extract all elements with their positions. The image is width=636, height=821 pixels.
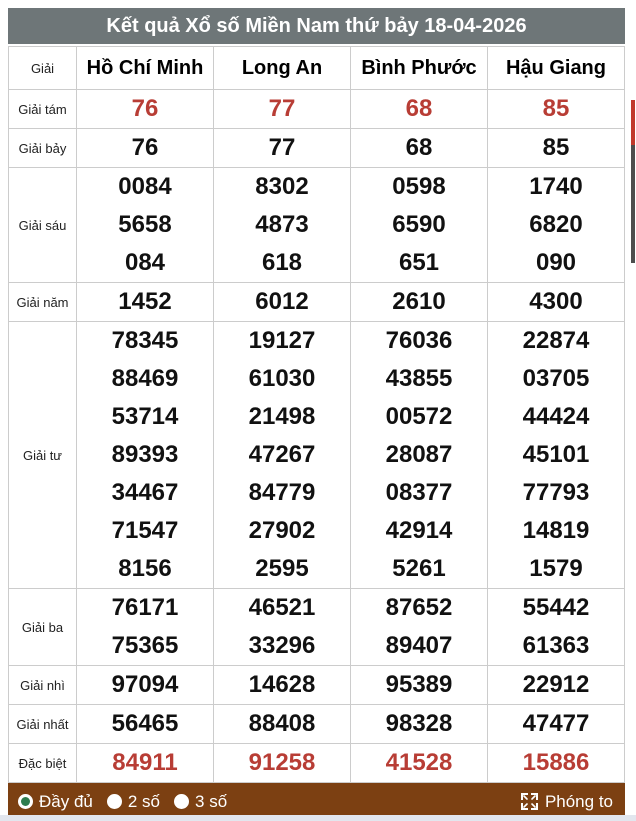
result-number: 77 <box>268 134 296 161</box>
result-cell <box>77 666 214 705</box>
view-option-label: 2 số <box>127 791 161 811</box>
result-number: 6590 <box>392 211 446 238</box>
result-cell <box>488 168 625 283</box>
column-header-1: Long An <box>214 47 351 90</box>
view-option-label: 3 số <box>195 791 228 811</box>
result-number: 61363 <box>522 632 590 659</box>
prize-row-1 <box>9 129 625 168</box>
corner-label: Giải <box>9 47 77 90</box>
result-cell <box>77 168 214 283</box>
result-number: 77793 <box>522 479 590 506</box>
result-number: 95389 <box>385 671 453 698</box>
prize-row-6 <box>9 666 625 705</box>
result-number: 89407 <box>385 632 453 659</box>
result-cell <box>488 129 625 168</box>
prize-row-label: Giải bảy <box>9 129 77 168</box>
result-cell <box>77 129 214 168</box>
result-cell <box>351 589 488 666</box>
bottom-page-strip <box>0 815 636 821</box>
result-number: 76036 <box>385 327 453 354</box>
column-header-3: Hậu Giang <box>488 47 625 90</box>
prize-row-label: Giải nhì <box>9 666 77 705</box>
result-number: 91258 <box>248 749 316 776</box>
result-number: 84779 <box>248 479 316 506</box>
prize-row-3 <box>9 283 625 322</box>
result-number: 53714 <box>111 403 179 430</box>
prize-row-label: Giải nhất <box>9 705 77 744</box>
result-number: 28087 <box>385 441 453 468</box>
result-number: 21498 <box>248 403 316 430</box>
result-number: 14819 <box>522 517 590 544</box>
result-number: 5261 <box>392 555 446 582</box>
result-cell <box>488 744 625 783</box>
prize-row-label: Đặc biệt <box>9 744 77 783</box>
prize-row-4 <box>9 322 625 589</box>
result-cell <box>351 666 488 705</box>
result-cell <box>214 589 351 666</box>
result-number: 88469 <box>111 365 179 392</box>
result-number: 76171 <box>111 594 179 621</box>
result-number: 78345 <box>111 327 179 354</box>
result-number: 27902 <box>248 517 316 544</box>
result-cell <box>214 129 351 168</box>
table-header-row <box>9 47 625 90</box>
right-edge-red-strip <box>631 100 635 145</box>
result-cell <box>351 90 488 129</box>
result-number: 68 <box>405 95 433 122</box>
results-table <box>8 46 625 783</box>
prize-row-7 <box>9 705 625 744</box>
result-number: 97094 <box>111 671 179 698</box>
result-cell <box>214 283 351 322</box>
result-cell <box>351 129 488 168</box>
result-number: 090 <box>535 249 577 276</box>
radio-icon[interactable] <box>18 794 33 809</box>
prize-row-label: Giải năm <box>9 283 77 322</box>
page-title: Kết quả Xổ số Miền Nam thứ bảy 18-04-2026 <box>8 8 625 44</box>
result-number: 55442 <box>522 594 590 621</box>
result-number: 47477 <box>522 710 590 737</box>
result-cell <box>488 705 625 744</box>
result-number: 4873 <box>255 211 309 238</box>
result-number: 651 <box>398 249 440 276</box>
result-number: 76 <box>131 95 159 122</box>
result-cell <box>77 283 214 322</box>
result-number: 08377 <box>385 479 453 506</box>
result-number: 084 <box>124 249 166 276</box>
result-cell <box>77 744 214 783</box>
result-number: 42914 <box>385 517 453 544</box>
result-number: 33296 <box>248 632 316 659</box>
prize-row-label: Giải tư <box>9 322 77 589</box>
result-number: 0598 <box>392 173 446 200</box>
prize-row-label: Giải sáu <box>9 168 77 283</box>
prize-row-label: Giải tám <box>9 90 77 129</box>
result-cell <box>214 90 351 129</box>
view-option-label: Đầy đủ <box>39 791 93 811</box>
result-cell <box>77 90 214 129</box>
result-number: 00572 <box>385 403 453 430</box>
result-number: 6820 <box>529 211 583 238</box>
result-cell <box>214 322 351 589</box>
result-number: 4300 <box>529 288 583 315</box>
results-table-body <box>9 90 625 783</box>
result-number: 6012 <box>255 288 309 315</box>
column-header-0: Hồ Chí Minh <box>77 47 214 90</box>
prize-row-2 <box>9 168 625 283</box>
result-number: 2610 <box>392 288 446 315</box>
column-header-2: Bình Phước <box>351 47 488 90</box>
result-number: 77 <box>268 95 296 122</box>
result-number: 75365 <box>111 632 179 659</box>
result-number: 47267 <box>248 441 316 468</box>
result-cell <box>214 168 351 283</box>
result-number: 22874 <box>522 327 590 354</box>
result-number: 85 <box>542 95 570 122</box>
view-option-0[interactable] <box>18 792 93 812</box>
result-cell <box>488 666 625 705</box>
result-number: 8156 <box>118 555 172 582</box>
result-number: 44424 <box>522 403 590 430</box>
result-cell <box>351 744 488 783</box>
result-number: 46521 <box>248 594 316 621</box>
zoom-button-label: Phóng to <box>544 791 613 811</box>
result-number: 41528 <box>385 749 453 776</box>
result-cell <box>351 168 488 283</box>
result-cell <box>214 666 351 705</box>
result-number: 89393 <box>111 441 179 468</box>
result-cell <box>77 705 214 744</box>
result-number: 56465 <box>111 710 179 737</box>
result-number: 22912 <box>522 671 590 698</box>
result-number: 618 <box>261 249 303 276</box>
result-number: 61030 <box>248 365 316 392</box>
prize-row-8 <box>9 744 625 783</box>
result-number: 5658 <box>118 211 172 238</box>
result-cell <box>77 322 214 589</box>
radio-icon[interactable] <box>174 794 189 809</box>
result-cell <box>488 283 625 322</box>
result-number: 1452 <box>118 288 172 315</box>
result-number: 85 <box>542 134 570 161</box>
prize-row-5 <box>9 589 625 666</box>
prize-row-label: Giải ba <box>9 589 77 666</box>
result-number: 88408 <box>248 710 316 737</box>
result-number: 76 <box>131 134 159 161</box>
result-number: 71547 <box>111 517 179 544</box>
result-cell <box>351 705 488 744</box>
result-cell <box>214 744 351 783</box>
result-cell <box>488 90 625 129</box>
view-option-1[interactable] <box>107 792 160 812</box>
result-number: 8302 <box>255 173 309 200</box>
result-number: 98328 <box>385 710 453 737</box>
result-number: 87652 <box>385 594 453 621</box>
result-number: 0084 <box>118 173 172 200</box>
result-number: 45101 <box>522 441 590 468</box>
right-edge-scroll-thumb <box>631 145 635 263</box>
result-cell <box>214 705 351 744</box>
expand-arrows-icon <box>521 793 538 810</box>
result-number: 15886 <box>522 749 590 776</box>
result-cell <box>351 283 488 322</box>
result-number: 34467 <box>111 479 179 506</box>
result-number: 68 <box>405 134 433 161</box>
result-number: 43855 <box>385 365 453 392</box>
result-cell <box>488 589 625 666</box>
result-cell <box>351 322 488 589</box>
prize-row-0 <box>9 90 625 129</box>
result-number: 84911 <box>112 749 178 776</box>
radio-icon[interactable] <box>107 794 122 809</box>
zoom-button[interactable] <box>521 792 613 812</box>
result-number: 19127 <box>248 327 316 354</box>
result-number: 14628 <box>248 671 316 698</box>
result-number: 03705 <box>522 365 590 392</box>
result-cell <box>488 322 625 589</box>
view-option-2[interactable] <box>174 792 227 812</box>
result-number: 1579 <box>529 555 583 582</box>
result-number: 2595 <box>255 555 309 582</box>
result-number: 1740 <box>529 173 583 200</box>
result-cell <box>77 589 214 666</box>
